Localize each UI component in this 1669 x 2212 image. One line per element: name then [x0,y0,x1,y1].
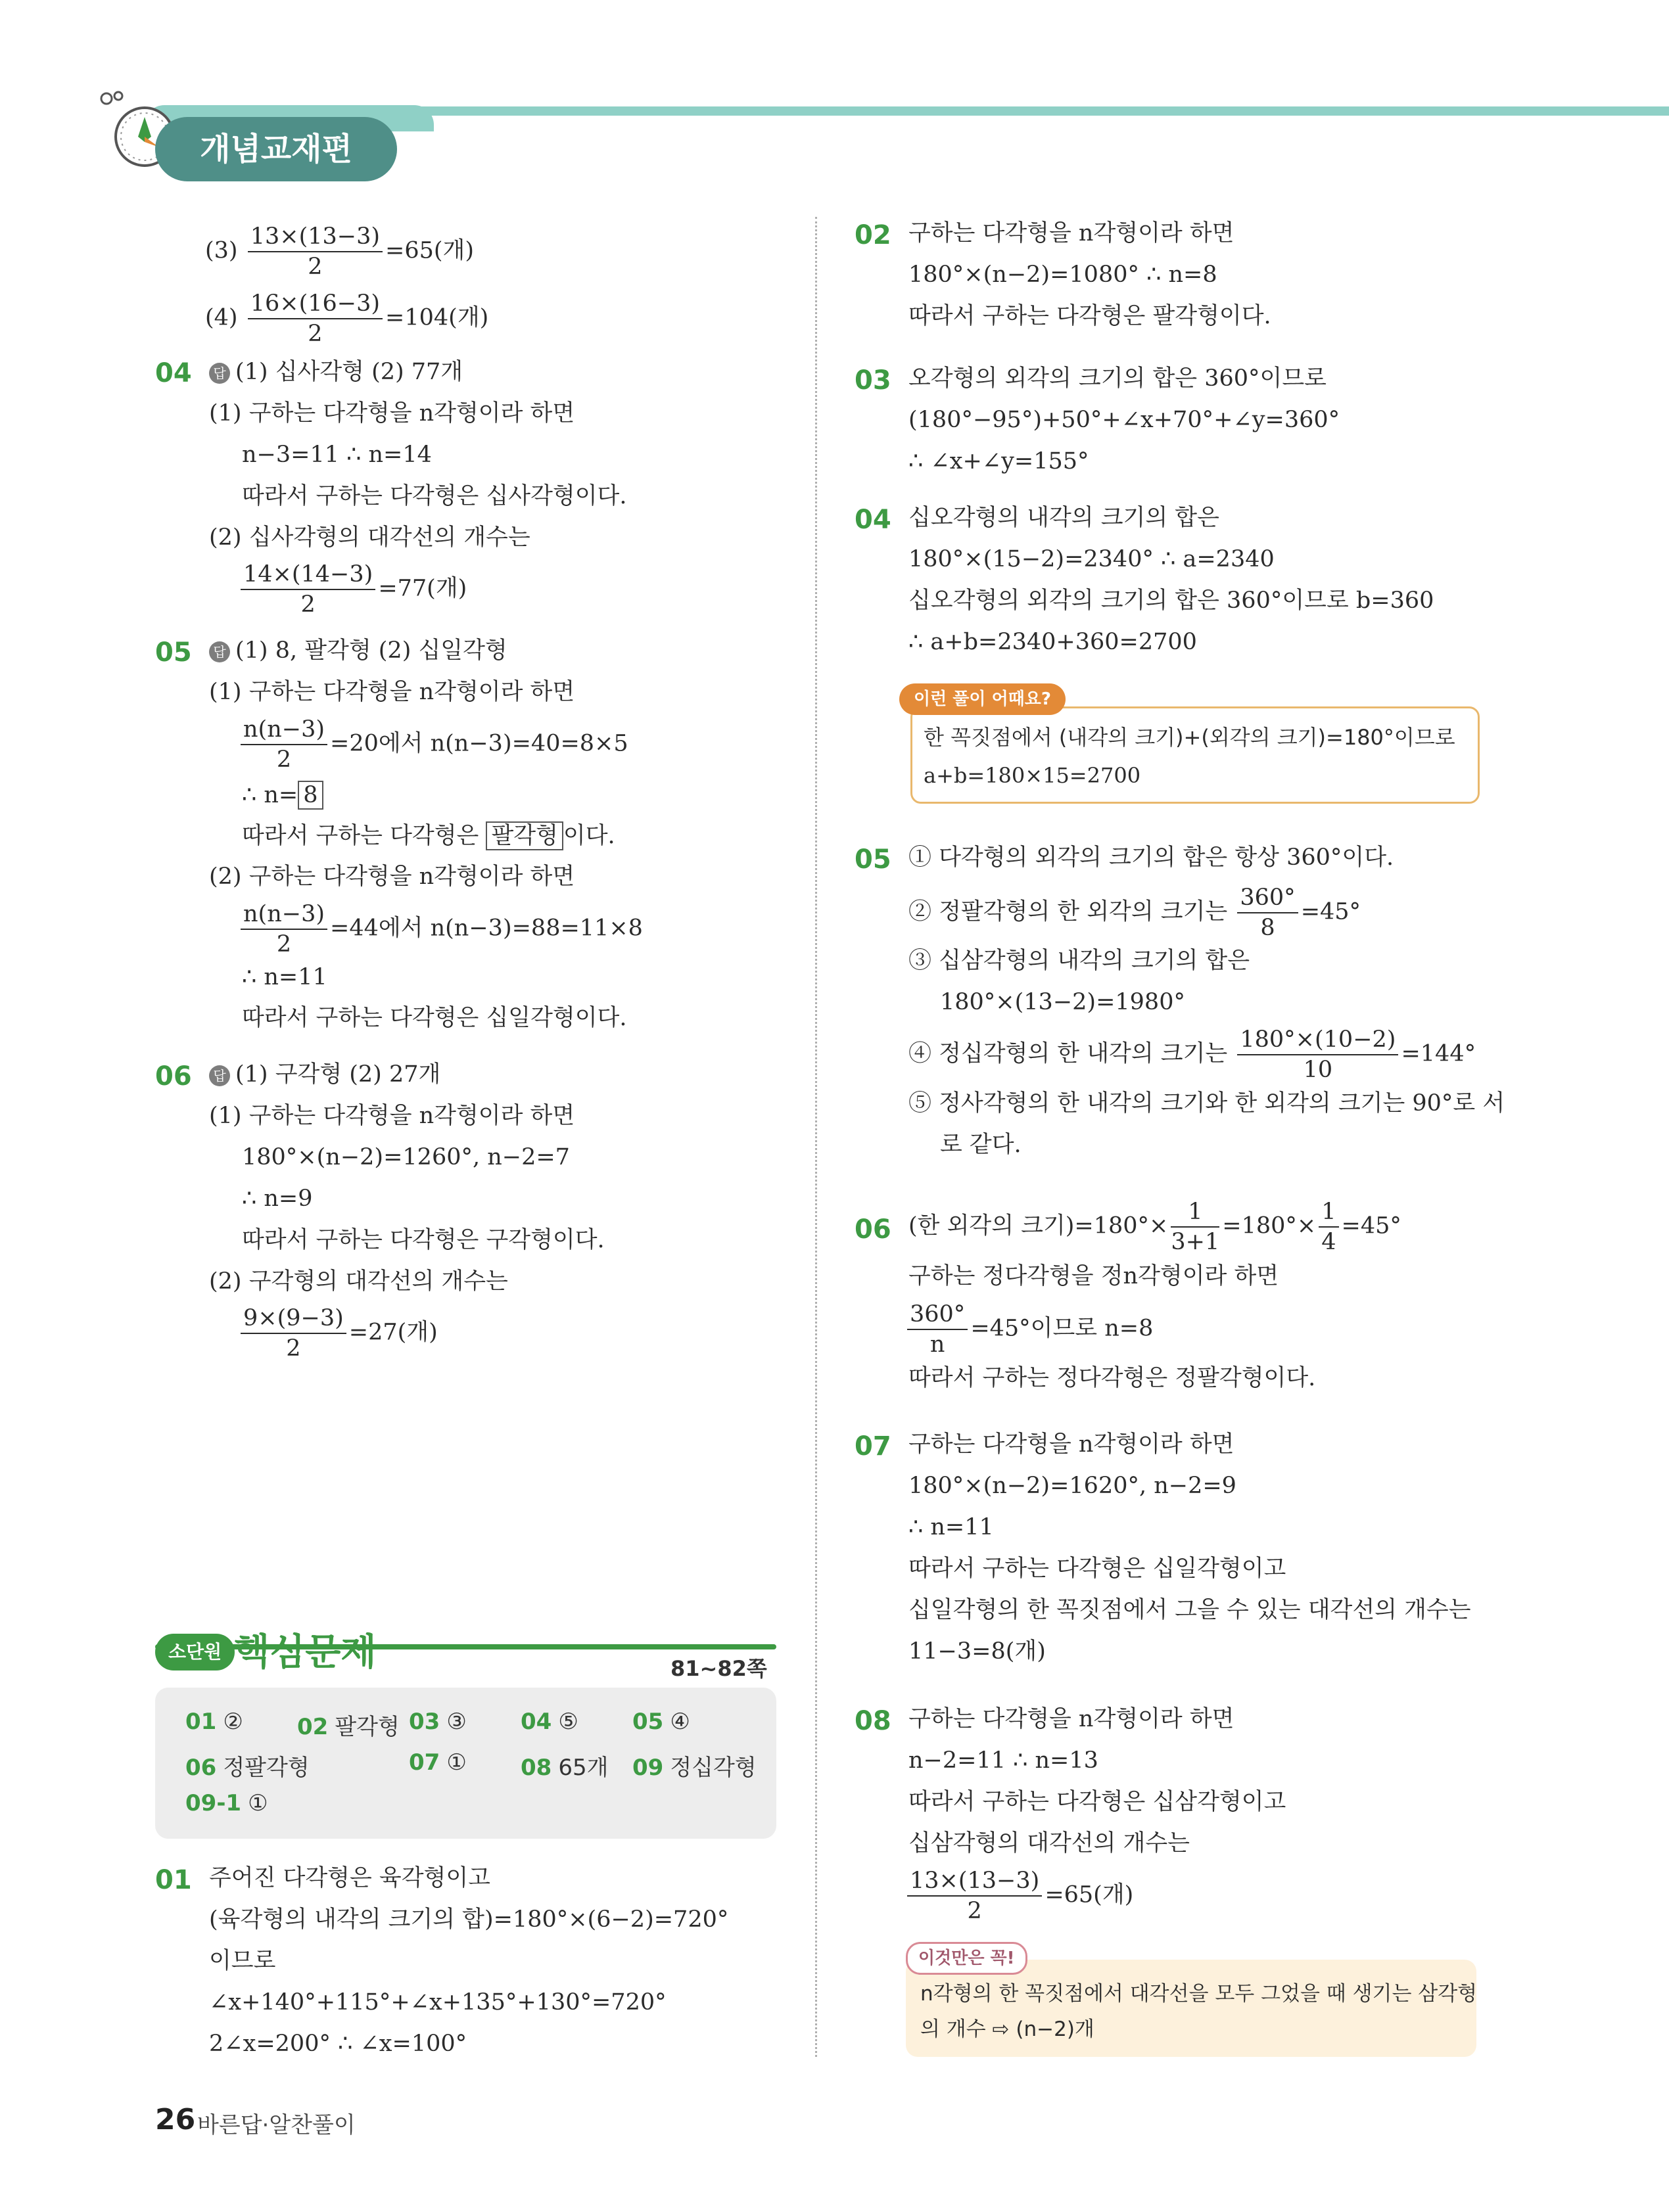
label: (3) [205,237,238,264]
core-answer [409,1709,467,1735]
q04-line-4: (2) 십사각형의 대각선의 개수는 [209,524,530,551]
q01-line-3: 이므로 [209,1948,276,1974]
result: =104(개) [385,304,489,331]
answer-value: 정십각형 [670,1755,757,1781]
text: 따라서 구하는 다각형은 [242,823,486,849]
answer-number: 01 [185,1709,217,1735]
q04-number: 04 [155,358,192,388]
r-q06-line-3: 따라서 구하는 정다각형은 정팔각형이다. [908,1365,1316,1391]
r-q08-number: 08 [855,1706,891,1736]
core-answer [521,1749,608,1782]
answer-value: ⑤ [558,1709,578,1735]
fraction [241,900,327,959]
answer-value: ① [248,1790,268,1816]
fraction [241,1304,346,1363]
core-answer [297,1709,400,1741]
r-q08-line-2: n−2=11 ∴ n=13 [908,1747,1098,1774]
fraction [248,289,383,348]
result: =77(개) [378,575,467,602]
result: =45°이므로 n=8 [970,1315,1154,1342]
r-q03-line-2: (180°−95°)+50°+∠x+70°+∠y=360° [908,407,1340,433]
q01-line-5: 2∠x=200° ∴ ∠x=100° [209,2031,467,2057]
tip-tag: 이런 풀이 어때요? [899,683,1066,715]
r-q07-line-2: 180°×(n−2)=1620°, n−2=9 [908,1473,1236,1499]
q05-line-2 [242,781,323,810]
answer-number: 03 [409,1709,440,1735]
answer-number: 07 [409,1749,440,1776]
q06-answer [209,1060,440,1089]
q01-number: 01 [155,1865,192,1895]
r-q07-line-3: ∴ n=11 [908,1514,994,1540]
r-q05-line-6: ⑤ 정사각형의 한 내각의 크기와 한 외각의 크기는 90°로 서 [908,1090,1505,1117]
answer-value: ② [223,1709,243,1735]
text: 이다. [563,823,615,849]
r-q08-fraction-line [905,1866,1133,1925]
core-answer [185,1790,268,1816]
fraction [1237,1025,1398,1084]
r-q08-line-4: 십삼각형의 대각선의 개수는 [908,1830,1190,1856]
numerator: 1 [1171,1197,1219,1228]
r-q07-line-4: 따라서 구하는 다각형은 십일각형이고 [908,1555,1286,1582]
core-section-pages: 81~82쪽 [670,1656,767,1681]
header-label: 개념교재편 [155,117,397,181]
answer-number: 09 [632,1755,664,1781]
q05-fraction-2 [238,900,643,959]
q05-line-4: (2) 구하는 다각형을 n각형이라 하면 [209,864,575,890]
r-q03-number: 03 [855,365,891,396]
answer-number: 04 [521,1709,552,1735]
key-point-line-2: 의 개수 ⇨ (n−2)개 [920,2017,1094,2041]
core-section-title: 핵심문제 [234,1631,377,1674]
denominator: 2 [308,254,323,280]
fraction [248,222,383,281]
r-q08-line-1: 구하는 다각형을 n각형이라 하면 [908,1706,1234,1732]
q01-line-4: ∠x+140°+115°+∠x+135°+130°=720° [209,1989,667,2016]
blank-box: 8 [298,781,323,810]
fraction [1319,1197,1338,1256]
key-point-line-1: n각형의 한 꼭짓점에서 대각선을 모두 그었을 때 생기는 삼각형 [920,1982,1478,2006]
denominator: 2 [967,1898,982,1924]
q05-line-1: (1) 구하는 다각형을 n각형이라 하면 [209,679,575,705]
q04-line-3: 따라서 구하는 다각형은 십사각형이다. [242,483,627,509]
answer-text: (1) 구각형 (2) 27개 [235,1061,441,1088]
denominator: 10 [1303,1057,1333,1083]
text: (한 외각의 크기)=180°× [908,1212,1169,1239]
fraction [907,1866,1042,1925]
answer-value: ③ [446,1709,467,1735]
core-answer [632,1749,757,1782]
book-title: 바른답·알찬풀이 [197,2112,356,2138]
q04-line-2: n−3=11 ∴ n=14 [242,442,432,468]
denominator: 2 [286,1335,301,1362]
q06-line-1: (1) 구하는 다각형을 n각형이라 하면 [209,1103,575,1129]
r-q03-line-3: ∴ ∠x+∠y=155° [908,448,1089,474]
text: =180°× [1222,1212,1317,1239]
answer-text: (1) 8, 팔각형 (2) 십일각형 [235,637,507,664]
result: =27(개) [348,1319,438,1346]
r-q05-line-2 [908,883,1361,942]
q05-number: 05 [155,637,192,668]
answer-number: 05 [632,1709,664,1735]
answer-text: (1) 십사각형 (2) 77개 [235,359,463,385]
answer-mark-icon: 답 [209,1065,230,1086]
fraction [907,1300,968,1359]
result: =65(개) [385,237,475,264]
r-q02-line-1: 구하는 다각형을 n각형이라 하면 [908,220,1234,246]
denominator: 2 [276,747,292,773]
r-q07-number: 07 [855,1431,891,1462]
q06-line-3: ∴ n=9 [242,1186,313,1212]
result: =144° [1401,1040,1476,1067]
core-answer [185,1709,243,1735]
r-q05-line-3: ③ 십삼각형의 내각의 크기의 합은 [908,948,1250,974]
q04-answer [209,357,463,386]
r-q02-number: 02 [855,220,891,250]
numerator: n(n−3) [241,715,327,745]
text: ∴ n= [242,782,298,808]
r-q05-number: 05 [855,844,891,875]
core-answer [409,1749,467,1776]
fraction [1237,883,1298,942]
r-q07-line-6: 11−3=8(개) [908,1638,1046,1665]
result: =65(개) [1045,1881,1134,1908]
q03-line-4 [205,289,488,348]
answer-mark-icon: 답 [209,641,230,662]
column-divider [815,217,817,2057]
core-answer [185,1749,310,1782]
r-q04-number: 04 [855,505,891,535]
q06-number: 06 [155,1061,192,1092]
q05-line-3 [242,821,615,850]
r-q06-fraction-line [905,1300,1153,1359]
key-point-tag: 이것만은 꼭! [906,1942,1027,1975]
q05-line-6: 따라서 구하는 다각형은 십일각형이다. [242,1005,627,1031]
r-q07-line-1: 구하는 다각형을 n각형이라 하면 [908,1431,1234,1458]
result: =45° [1300,898,1361,925]
denominator: 3+1 [1171,1229,1220,1255]
result: =45° [1341,1212,1401,1239]
answer-number: 06 [185,1755,217,1781]
text: ④ 정십각형의 한 내각의 크기는 [908,1040,1228,1067]
answer-value: 65개 [558,1755,609,1781]
answer-value: 정팔각형 [223,1755,310,1781]
numerator: 13×(13−3) [248,222,383,252]
denominator: n [929,1331,945,1358]
numerator: 360° [907,1300,968,1330]
numerator: 13×(13−3) [907,1866,1042,1897]
numerator: n(n−3) [241,900,327,930]
q06-line-5: (2) 구각형의 대각선의 개수는 [209,1268,508,1295]
denominator: 8 [1260,915,1275,941]
q05-line-5: ∴ n=11 [242,964,327,990]
text: ② 정팔각형의 한 외각의 크기는 [908,898,1228,925]
r-q08-line-3: 따라서 구하는 다각형은 십삼각형이고 [908,1789,1286,1815]
q04-fraction-line [238,560,467,619]
r-q05-line-1: ① 다각형의 외각의 크기의 합은 항상 360°이다. [908,844,1394,871]
r-q05-line-4: 180°×(13−2)=1980° [940,989,1185,1015]
q06-line-4: 따라서 구하는 다각형은 구각형이다. [242,1227,605,1253]
r-q05-line-7: 로 같다. [940,1132,1022,1158]
q01-line-1: 주어진 다각형은 육각형이고 [209,1865,490,1891]
tip-line-1: 한 꼭짓점에서 (내각의 크기)+(외각의 크기)=180°이므로 [924,725,1455,750]
core-answer [632,1709,690,1735]
r-q05-line-5 [908,1025,1476,1084]
answer-number: 08 [521,1755,552,1781]
numerator: 180°×(10−2) [1237,1025,1398,1055]
numerator: 1 [1319,1197,1338,1228]
answer-number: 02 [297,1714,329,1740]
fraction [241,560,375,619]
result: =44에서 n(n−3)=88=11×8 [330,915,643,942]
numerator: 14×(14−3) [241,560,375,590]
q06-line-2: 180°×(n−2)=1260°, n−2=7 [242,1144,570,1170]
q01-line-2: (육각형의 내각의 크기의 합)=180°×(6−2)=720° [209,1906,729,1933]
numerator: 16×(16−3) [248,289,383,319]
fraction [1171,1197,1219,1256]
answer-value: ④ [670,1709,690,1735]
blank-box: 팔각형 [486,821,563,850]
r-q06-number: 06 [855,1214,891,1245]
r-q04-line-1: 십오각형의 내각의 크기의 합은 [908,505,1219,531]
core-answer [521,1709,578,1735]
r-q02-line-3: 따라서 구하는 다각형은 팔각형이다. [908,303,1271,329]
q03-line-3 [205,222,474,281]
denominator: 2 [308,321,323,347]
answer-mark-icon: 답 [209,363,230,384]
fraction [241,715,327,774]
denominator: 4 [1321,1229,1336,1255]
core-section-tag: 소단원 [155,1634,235,1671]
tip-line-2: a+b=180×15=2700 [924,763,1141,788]
r-q02-line-2: 180°×(n−2)=1080° ∴ n=8 [908,262,1217,288]
r-q04-line-2: 180°×(15−2)=2340° ∴ a=2340 [908,546,1275,572]
label: (4) [205,304,238,331]
answer-value: 팔각형 [335,1714,400,1740]
r-q04-line-3: 십오각형의 외각의 크기의 합은 360°이므로 b=360 [908,588,1434,614]
result: =20에서 n(n−3)=40=8×5 [330,730,628,757]
r-q06-line-2: 구하는 정다각형을 정n각형이라 하면 [908,1263,1279,1289]
q05-fraction-1 [238,715,628,774]
r-q06-line-1 [908,1197,1401,1256]
numerator: 9×(9−3) [241,1304,346,1334]
r-q04-line-4: ∴ a+b=2340+360=2700 [908,629,1197,655]
r-q07-line-5: 십일각형의 한 꼭짓점에서 그을 수 있는 대각선의 개수는 [908,1597,1471,1623]
page-number: 26 [155,2103,196,2136]
numerator: 360° [1237,883,1298,913]
answer-value: ① [446,1749,467,1776]
r-q03-line-1: 오각형의 외각의 크기의 합은 360°이므로 [908,365,1327,392]
q04-line-1: (1) 구하는 다각형을 n각형이라 하면 [209,400,575,426]
denominator: 2 [276,931,292,957]
answer-number: 09-1 [185,1790,242,1816]
denominator: 2 [300,591,316,618]
q05-answer [209,636,507,665]
q06-fraction-line [238,1304,438,1363]
